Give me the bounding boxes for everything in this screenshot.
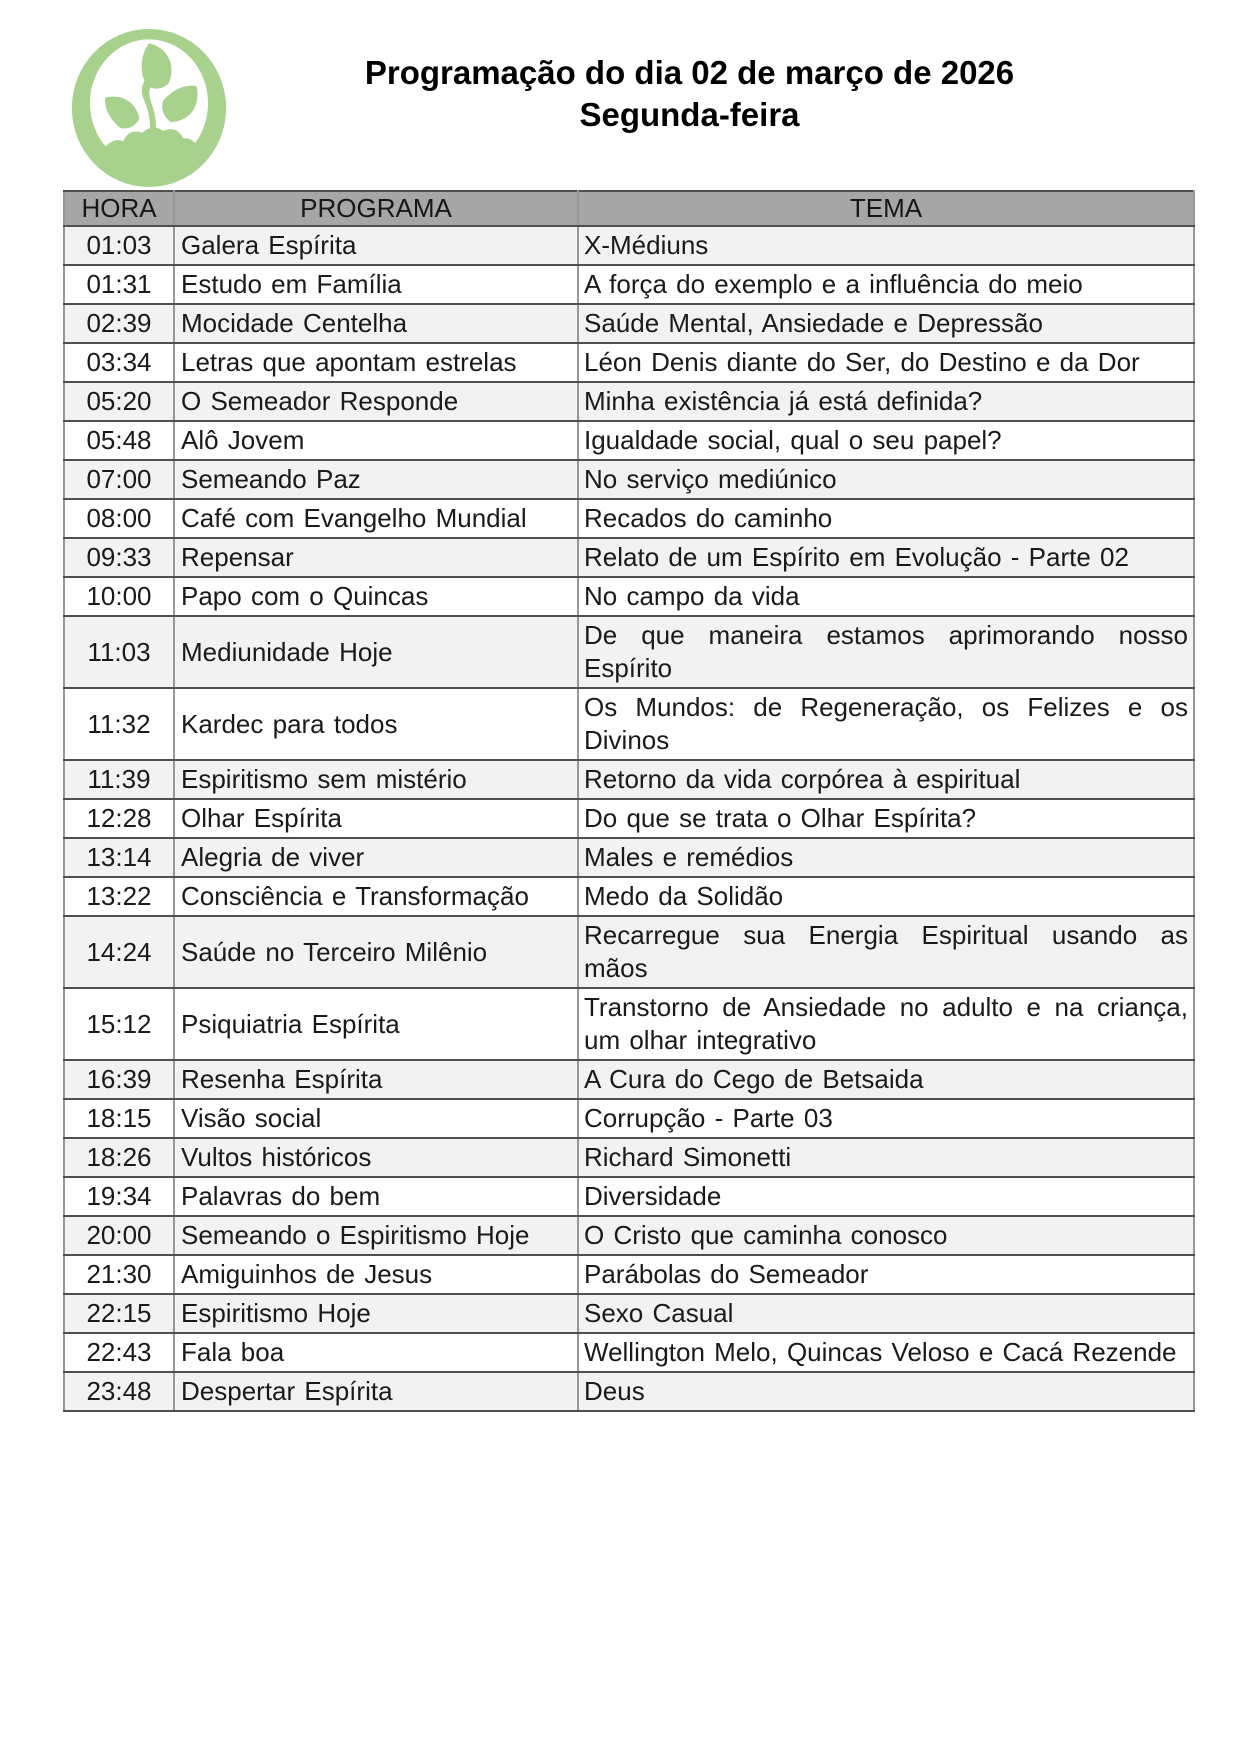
- tema-cell: Medo da Solidão: [578, 877, 1194, 916]
- programa-cell: Fala boa: [174, 1333, 578, 1372]
- tema-cell: Léon Denis diante do Ser, do Destino e da Dor: [578, 343, 1194, 382]
- tema-cell: A força do exemplo e a influência do meio: [578, 265, 1194, 304]
- hora-cell: 18:26: [64, 1138, 174, 1177]
- hora-cell: 21:30: [64, 1255, 174, 1294]
- tema-cell: Wellington Melo, Quincas Veloso e Cacá Rezende: [578, 1333, 1194, 1372]
- tema-cell: A Cura do Cego de Betsaida: [578, 1060, 1194, 1099]
- hora-cell: 15:12: [64, 988, 174, 1060]
- hora-cell: 13:14: [64, 838, 174, 877]
- tema-cell: Retorno da vida corpórea à espiritual: [578, 760, 1194, 799]
- tema-cell: Sexo Casual: [578, 1294, 1194, 1333]
- table-row: [64, 577, 1194, 616]
- table-row: [64, 226, 1194, 265]
- hora-cell: 23:48: [64, 1372, 174, 1411]
- hora-cell: 20:00: [64, 1216, 174, 1255]
- tema-cell: Parábolas do Semeador: [578, 1255, 1194, 1294]
- hora-cell: 09:33: [64, 538, 174, 577]
- table-row: [64, 1138, 1194, 1177]
- page-title-line1: Programação do dia 02 de março de 2026: [364, 54, 1015, 91]
- table-row: [64, 382, 1194, 421]
- tema-cell: Deus: [578, 1372, 1194, 1411]
- programa-cell: O Semeador Responde: [174, 382, 578, 421]
- table-row: [64, 1060, 1194, 1099]
- programa-cell: Vultos históricos: [174, 1138, 578, 1177]
- hora-cell: 22:43: [64, 1333, 174, 1372]
- programa-cell: Kardec para todos: [174, 688, 578, 760]
- tema-cell: Recarregue sua Energia Espiritual usando as mãos: [578, 916, 1194, 988]
- hora-cell: 12:28: [64, 799, 174, 838]
- hora-cell: 03:34: [64, 343, 174, 382]
- hora-cell: 14:24: [64, 916, 174, 988]
- tema-cell: Relato de um Espírito em Evolução - Parte 02: [578, 538, 1194, 577]
- programa-cell: Papo com o Quincas: [174, 577, 578, 616]
- hora-cell: 22:15: [64, 1294, 174, 1333]
- table-row: [64, 265, 1194, 304]
- table-row: [64, 1372, 1194, 1411]
- tema-cell: Transtorno de Ansiedade no adulto e na criança, um olhar integrativo: [578, 988, 1194, 1060]
- programa-cell: Mediunidade Hoje: [174, 616, 578, 688]
- tema-column-header: TEMA: [578, 191, 1194, 226]
- hora-column-header: HORA: [64, 191, 174, 226]
- table-row: [64, 838, 1194, 877]
- programa-cell: Consciência e Transformação: [174, 877, 578, 916]
- programa-cell: Visão social: [174, 1099, 578, 1138]
- tema-cell: Males e remédios: [578, 838, 1194, 877]
- hora-cell: 10:00: [64, 577, 174, 616]
- table-row: [64, 616, 1194, 688]
- hora-cell: 11:39: [64, 760, 174, 799]
- table-row: [64, 1099, 1194, 1138]
- table-row: [64, 460, 1194, 499]
- programa-cell: Café com Evangelho Mundial: [174, 499, 578, 538]
- programa-cell: Despertar Espírita: [174, 1372, 578, 1411]
- programa-cell: Resenha Espírita: [174, 1060, 578, 1099]
- programa-column-header: PROGRAMA: [174, 191, 578, 226]
- programa-cell: Galera Espírita: [174, 226, 578, 265]
- programa-cell: Espiritismo Hoje: [174, 1294, 578, 1333]
- hora-cell: 16:39: [64, 1060, 174, 1099]
- hora-cell: 11:32: [64, 688, 174, 760]
- table-row: [64, 1333, 1194, 1372]
- tema-cell: Corrupção - Parte 03: [578, 1099, 1194, 1138]
- hora-cell: 05:48: [64, 421, 174, 460]
- hora-cell: 07:00: [64, 460, 174, 499]
- table-row: [64, 877, 1194, 916]
- tema-cell: No campo da vida: [578, 577, 1194, 616]
- programa-cell: Palavras do bem: [174, 1177, 578, 1216]
- table-row: [64, 688, 1194, 760]
- schedule-table: [63, 190, 1195, 1412]
- programa-cell: Olhar Espírita: [174, 799, 578, 838]
- hora-cell: 02:39: [64, 304, 174, 343]
- table-row: [64, 499, 1194, 538]
- page-title: [230, 28, 1241, 136]
- tema-cell: Recados do caminho: [578, 499, 1194, 538]
- table-row: [64, 538, 1194, 577]
- tema-cell: Minha existência já está definida?: [578, 382, 1194, 421]
- sprout-logo-icon: [68, 28, 230, 188]
- programa-cell: Saúde no Terceiro Milênio: [174, 916, 578, 988]
- tema-cell: Igualdade social, qual o seu papel?: [578, 421, 1194, 460]
- table-header-row: [64, 191, 1194, 226]
- schedule-table-body: [64, 226, 1194, 1411]
- hora-cell: 18:15: [64, 1099, 174, 1138]
- tema-cell: De que maneira estamos aprimorando nosso Espírito: [578, 616, 1194, 688]
- programa-cell: Mocidade Centelha: [174, 304, 578, 343]
- table-row: [64, 343, 1194, 382]
- page-header: [0, 0, 1241, 176]
- table-row: [64, 760, 1194, 799]
- table-row: [64, 916, 1194, 988]
- table-row: [64, 1216, 1194, 1255]
- tema-cell: O Cristo que caminha conosco: [578, 1216, 1194, 1255]
- table-row: [64, 988, 1194, 1060]
- tema-cell: X-Médiuns: [578, 226, 1194, 265]
- hora-cell: 08:00: [64, 499, 174, 538]
- table-row: [64, 1294, 1194, 1333]
- table-row: [64, 421, 1194, 460]
- hora-cell: 05:20: [64, 382, 174, 421]
- programa-cell: Psiquiatria Espírita: [174, 988, 578, 1060]
- tema-cell: Os Mundos: de Regeneração, os Felizes e os Divinos: [578, 688, 1194, 760]
- hora-cell: 19:34: [64, 1177, 174, 1216]
- programa-cell: Estudo em Família: [174, 265, 578, 304]
- programa-cell: Alô Jovem: [174, 421, 578, 460]
- hora-cell: 01:31: [64, 265, 174, 304]
- tema-cell: Diversidade: [578, 1177, 1194, 1216]
- tema-cell: Saúde Mental, Ansiedade e Depressão: [578, 304, 1194, 343]
- programa-cell: Alegria de viver: [174, 838, 578, 877]
- table-row: [64, 799, 1194, 838]
- programa-cell: Semeando Paz: [174, 460, 578, 499]
- programa-cell: Letras que apontam estrelas: [174, 343, 578, 382]
- page-title-line2: Segunda-feira: [579, 96, 800, 133]
- table-row: [64, 304, 1194, 343]
- table-row: [64, 1177, 1194, 1216]
- hora-cell: 11:03: [64, 616, 174, 688]
- table-row: [64, 1255, 1194, 1294]
- programa-cell: Repensar: [174, 538, 578, 577]
- programa-cell: Semeando o Espiritismo Hoje: [174, 1216, 578, 1255]
- programa-cell: Amiguinhos de Jesus: [174, 1255, 578, 1294]
- tema-cell: Do que se trata o Olhar Espírita?: [578, 799, 1194, 838]
- hora-cell: 13:22: [64, 877, 174, 916]
- tema-cell: Richard Simonetti: [578, 1138, 1194, 1177]
- tema-cell: No serviço mediúnico: [578, 460, 1194, 499]
- programa-cell: Espiritismo sem mistério: [174, 760, 578, 799]
- hora-cell: 01:03: [64, 226, 174, 265]
